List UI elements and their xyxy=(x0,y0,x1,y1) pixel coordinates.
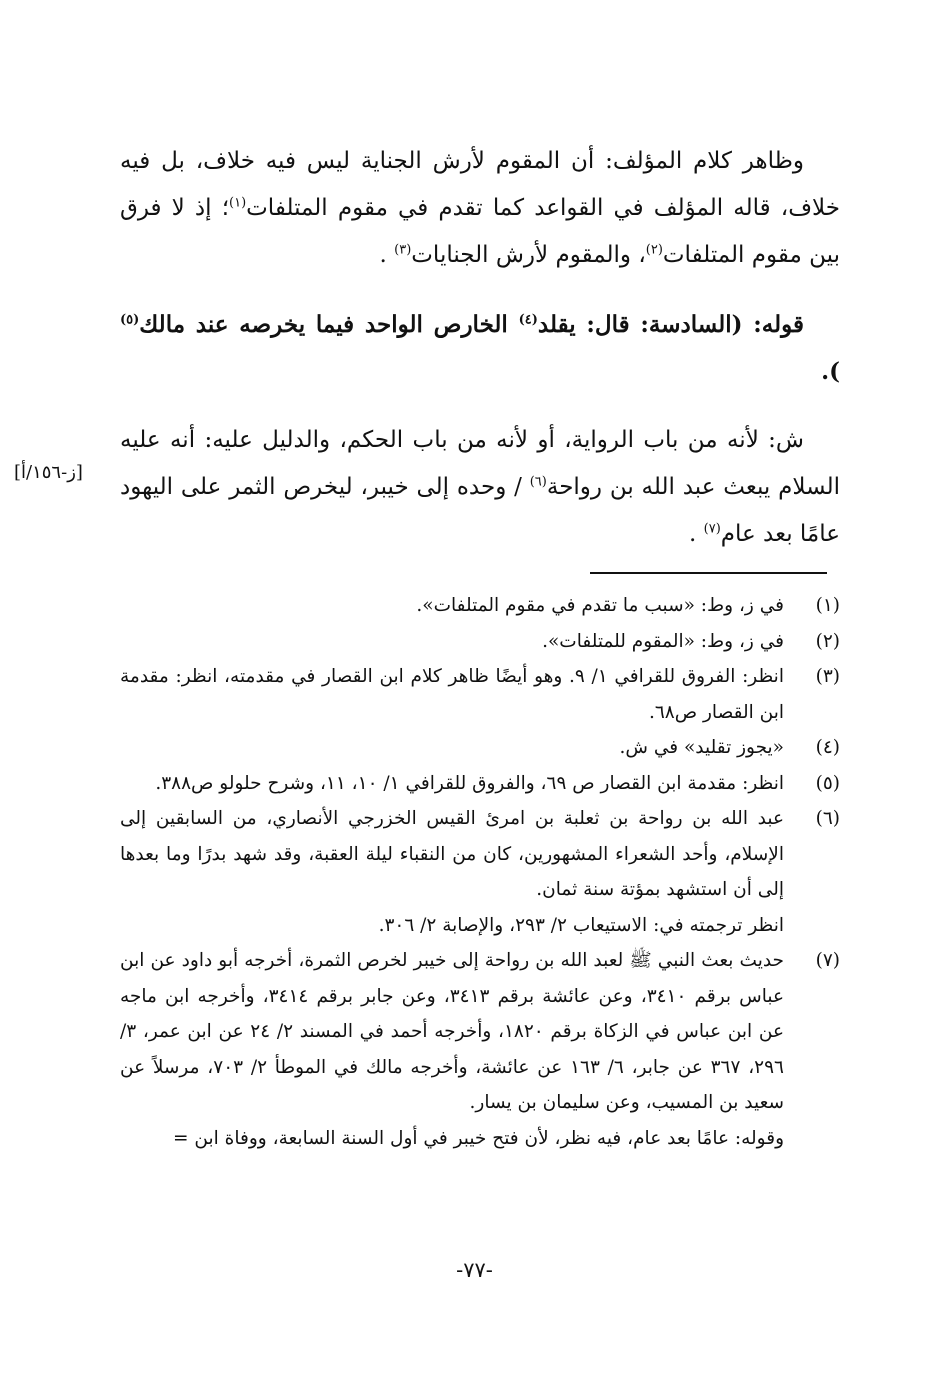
text-run: ش: لأنه من باب الرواية، أو لأنه من باب الحكم، والدليل عليه: أنه عليه السلام يبعث عبد الله بن رواحة xyxy=(120,427,840,500)
text-run: . xyxy=(689,521,704,547)
footnote-text: عبد الله بن رواحة بن ثعلبة بن امرئ القيس الخزرجي الأنصاري، من السابقين إلى الإسلام، وأحد الشعراء المشهورين، كان من النقباء ليلة العقبة، وقد شهد بدرًا وما بعدها إلى أن استشهد بمؤتة سنة ثمان. xyxy=(120,808,784,900)
footnote-text: «يجوز تقليد» في ش. xyxy=(619,737,784,758)
footnote-text: في ز، وط: «المقوم للمتلفات». xyxy=(542,630,784,652)
text-run: الخارص الواحد فيما يخرصه عند مالك xyxy=(139,311,519,338)
footnote-separator xyxy=(590,572,827,574)
footnote-ref[interactable]: (٣) xyxy=(394,242,412,258)
footnote-ref[interactable]: (٤) xyxy=(518,312,538,328)
footnote-extra-text: وقوله: عامًا بعد عام، فيه نظر، لأن فتح خيبر في أول السنة السابعة، ووفاة ابن = xyxy=(173,1127,784,1149)
footnote-ref[interactable]: (٢) xyxy=(645,242,663,258)
footnote-text: انظر: الفروق للقرافي ١/ ٩. وهو أيضًا ظاهر كلام ابن القصار في مقدمته، انظر: مقدمة ابن القصار ص٦٨. xyxy=(120,666,784,723)
text-run: قوله: (السادسة: قال: يقلد xyxy=(537,311,804,338)
footnote-text: انظر: مقدمة ابن القصار ص ٦٩، والفروق للقرافي ١/ ١٠، ١١، وشرح حلولو ص٣٨٨. xyxy=(155,772,784,794)
footnote-number: (٢) xyxy=(815,630,840,652)
footnote-number: (٦) xyxy=(815,808,840,829)
footnote-text: حديث بعث النبي ﷺ لعبد الله بن رواحة إلى خيبر لخرص الثمرة، أخرجه أبو داود عن ابن عباس برقم ٣٤١٠، وعن عائشة برقم ٣٤١٣، وعن جابر برقم ٣٤١٤، وأخرجه ابن ماجه عن ابن عباس في الزكاة برقم ١٨٢٠، وأخرجه أحمد في المسند ٢/ ٢٤ عن ابن عمر، ٣/ ٢٩٦، ٣٦٧ عن جابر، ٦/ ١٦٣ عن عائشة، وأخرجه مالك في الموطأ ٢/ ٧٠٣، مرسلاً عن سعيد بن المسيب، وعن سليمان بن يسار. xyxy=(120,950,784,1113)
footnote-4 xyxy=(120,730,840,766)
text-run: ). xyxy=(821,358,840,385)
footnotes xyxy=(120,588,840,1156)
footnote-6 xyxy=(120,801,840,943)
footnote-2 xyxy=(120,624,840,660)
footnote-extra-text: انظر ترجمته في: الاستيعاب ٢/ ٢٩٣، والإصابة ٢/ ٣٠٦. xyxy=(378,914,784,936)
footnote-ref[interactable]: (٧) xyxy=(703,521,721,537)
footnote-number: (١) xyxy=(815,595,840,616)
paragraph-3 xyxy=(120,417,840,558)
footnote-ref[interactable]: (١) xyxy=(229,195,247,211)
text-run: / وحده إلى خيبر، ليخرص الثمر على اليهود عامًا بعد عام xyxy=(120,474,840,547)
footnote-number: (٧) xyxy=(815,950,840,971)
text-run: وظاهر كلام المؤلف: أن المقوم لأرش الجناية ليس فيه خلاف، بل فيه خلاف، قاله المؤلف في القواعد كما تقدم في مقوم المتلفات xyxy=(120,148,840,221)
footnote-number: (٥) xyxy=(815,772,840,794)
footnote-ref[interactable]: (٥) xyxy=(120,312,140,328)
manuscript-margin-reference: [ز-١٥٦/أ] xyxy=(14,462,83,483)
main-text xyxy=(120,138,840,580)
footnote-text: في ز، وط: «سبب ما تقدم في مقوم المتلفات». xyxy=(416,595,784,616)
page-number: -٧٧- xyxy=(456,1258,493,1282)
paragraph-1 xyxy=(120,138,840,279)
footnote-number: (٤) xyxy=(815,737,840,758)
footnote-number: (٣) xyxy=(815,666,840,687)
footnote-ref[interactable]: (٦) xyxy=(529,474,547,490)
text-run: . xyxy=(379,242,395,268)
footnote-1 xyxy=(120,588,840,624)
footnote-7 xyxy=(120,943,840,1156)
paragraph-2-heading xyxy=(120,301,840,395)
footnote-3 xyxy=(120,659,840,730)
footnote-5 xyxy=(120,766,840,802)
text-run: ، والمقوم لأرش الجنايات xyxy=(411,242,646,268)
text-run: ؛ إذ لا فرق بين مقوم المتلفات xyxy=(120,195,840,268)
